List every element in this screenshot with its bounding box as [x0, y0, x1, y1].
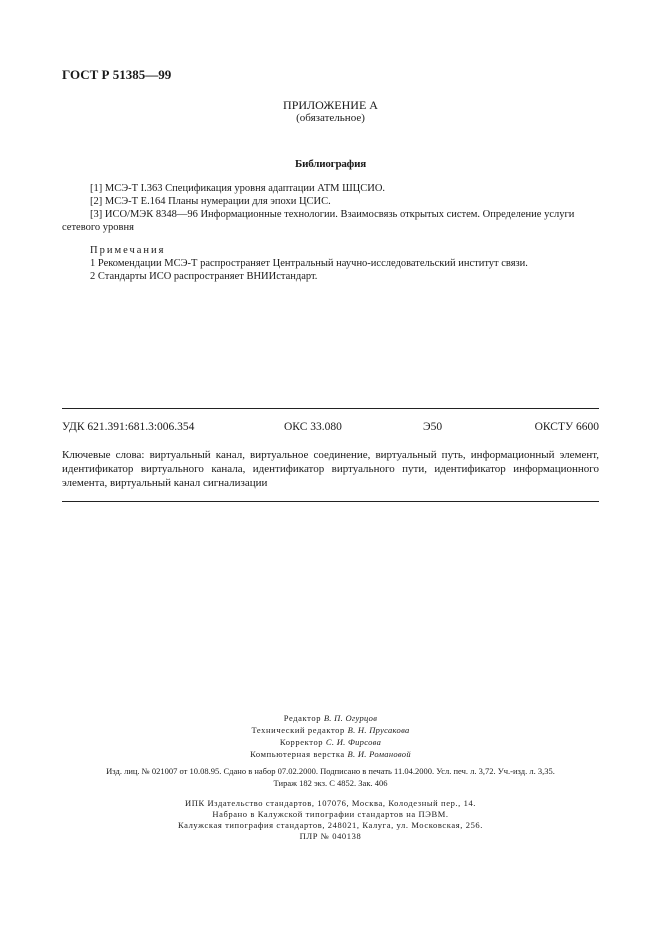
footer-line: Калужская типография стандартов, 248021, Калуга, ул. Московская, 256. — [177, 820, 483, 830]
note-item: 1 Рекомендации МСЭ-Т распространяет Центральный научно-исследовательский институт связи. — [90, 258, 528, 269]
keywords-label: Ключевые слова: — [62, 449, 145, 461]
e-code: Э50 — [423, 421, 443, 433]
credits-block — [0, 712, 661, 760]
notes-section — [62, 244, 602, 283]
appendix-title: ПРИЛОЖЕНИЕ А — [283, 98, 378, 112]
footer-line: ИПК Издательство стандартов, 107076, Москва, Колодезный пер., 14. — [184, 798, 477, 808]
udk-code: УДК 621.391:681.3:006.354 — [62, 421, 195, 433]
gost-header: ГОСТ Р 51385—99 — [62, 67, 172, 82]
classification-row — [62, 421, 599, 437]
credit-tech-editor: Технический редактор В. Н. Прусакова — [251, 725, 410, 735]
print-info-line: Тираж 182 экз. С 4852. Зак. 406 — [273, 778, 388, 788]
footer-line: ПЛР № 040138 — [299, 831, 362, 841]
bibliography-item: [2] МСЭ-Т Е.164 Планы нумерации для эпохи ЦСИС. — [90, 196, 331, 207]
footer-line: Набрано в Калужской типографии стандартов на ПЭВМ. — [212, 809, 449, 819]
bibliography-item: [3] ИСО/МЭК 8348—96 Информационные технологии. Взаимосвязь открытых систем. Определение услуги сетевого уровня — [62, 209, 575, 233]
bibliography-title: Библиография — [295, 158, 366, 170]
divider-bottom — [62, 501, 599, 502]
print-info-line: Изд. лиц. № 021007 от 10.08.95. Сдано в набор 07.02.2000. Подписано в печать 11.04.2000. Усл. печ. л. 3,72. Уч.-изд. л. 3,35. — [106, 766, 555, 776]
publisher-footer — [0, 798, 661, 842]
keywords-text: виртуальный канал, виртуальное соединение, виртуальный путь, информационный элемент, идентификатор виртуального канала, идентификатор виртуального пути, идентификатор информационного элемента, виртуальный канал сигнализации — [62, 449, 600, 489]
bibliography-item: [1] МСЭ-Т I.363 Спецификация уровня адаптации АТМ ШЦСИО. — [90, 183, 386, 194]
credit-corrector: Корректор С. И. Фирсова — [279, 737, 382, 747]
print-info — [62, 765, 599, 789]
oks-code: ОКС 33.080 — [284, 421, 342, 433]
notes-title: Примечания — [90, 245, 166, 256]
credit-layout: Компьютерная верстка В. И. Романовой — [250, 749, 411, 759]
credit-editor: Редактор В. П. Огурцов — [283, 713, 378, 723]
appendix-subtitle: (обязательное) — [296, 112, 365, 124]
bibliography-list — [62, 182, 602, 234]
okstu-code: ОКСТУ 6600 — [534, 421, 599, 433]
keywords-block — [62, 448, 599, 490]
divider-top — [62, 408, 599, 409]
note-item: 2 Стандарты ИСО распространяет ВНИИстандарт. — [90, 271, 318, 282]
